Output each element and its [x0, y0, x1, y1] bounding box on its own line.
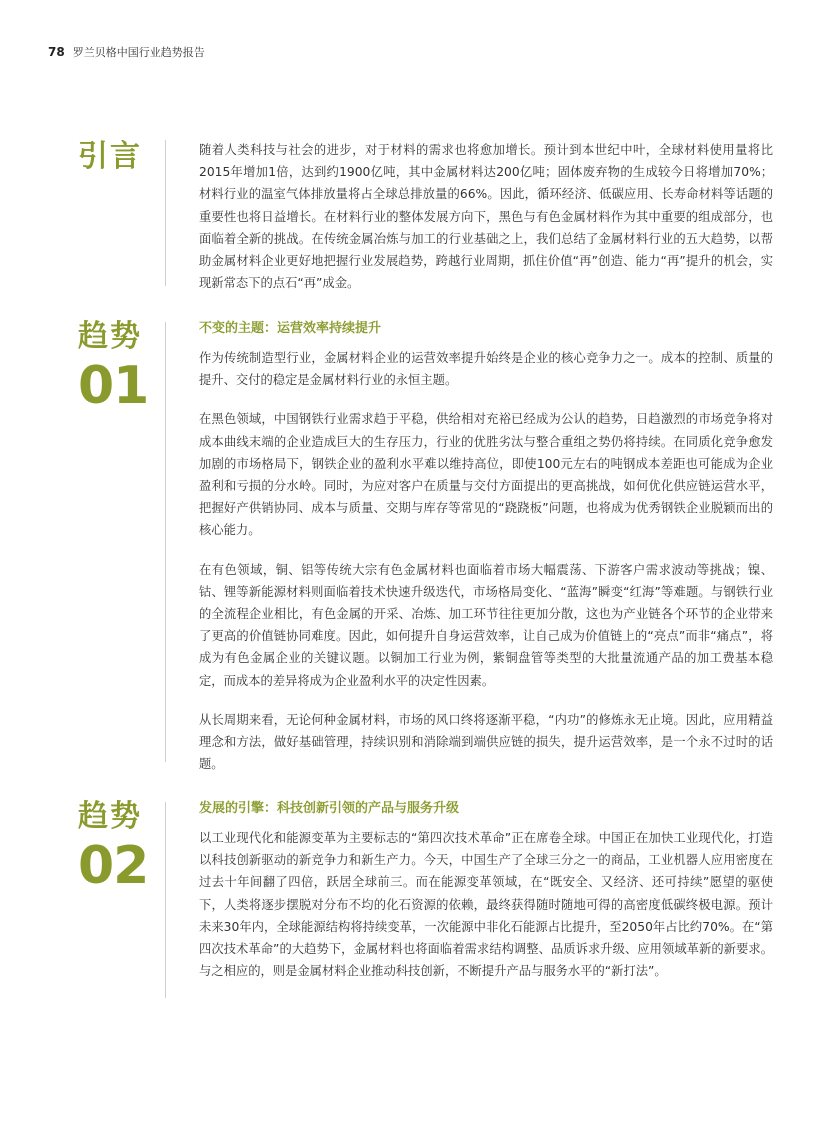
trend-01-body — [199, 319, 773, 792]
trend-01-paragraph-4: 从长周期来看，无论何种金属材料，市场的风口终将逐渐平稳，“内功”的修炼永无止境。因此，应用精益理念和方法，做好基础管理，持续识别和消除端到端供应链的损失，提升运营效率，是一个永不过时的话题。 — [199, 712, 773, 772]
trend-02-number: 02 — [78, 836, 149, 896]
page-number: 78 — [48, 45, 65, 59]
trend-01-number: 01 — [78, 356, 149, 416]
page-header — [48, 44, 205, 60]
trend-01-paragraph-2: 在黑色领域，中国钢铁行业需求趋于平稳，供给相对充裕已经成为公认的趋势，日趋激烈的市场竞争将对成本曲线末端的企业造成巨大的生存压力，行业的优胜劣汰与整合重组之势仍将持续。在同质化竞争愈发加剧的市场格局下，钢铁企业的盈利水平难以维持高位，即使100元左右的吨钢成本差距也可能成为企业盈利和亏损的分水岭。同时，为应对客户在质量与交付方面提出的更高挑战，如何优化供应链运营水平，把握好产供销协同、成本与质量、交期与库存等常见的“跷跷板”问题，也将成为优秀钢铁企业脱颖而出的核心能力。 — [199, 412, 773, 538]
intro-paragraph: 随着人类科技与社会的进步，对于材料的需求也将愈加增长。预计到本世纪中叶，全球材料使用量将比2015年增加1倍，达到约1900亿吨，其中金属材料达200亿吨；固体废弃物的生成较今日将增加70%；材料行业的温室气体排放量将占全球总排放量的66%。因此，循环经济、低碳应用、长寿命材料等话题的重要性也将日益增长。在材料行业的整体发展方向下，黑色与有色金属材料作为其中重要的组成部分，也面临着全新的挑战。在传统金属冶炼与加工的行业基础之上，我们总结了金属材料行业的五大趋势，以帮助金属材料企业更好地把握行业发展趋势，跨越行业周期，抓住价值“再”创造、能力“再”提升的机会，实现新常态下的点石“再”成金。 — [199, 143, 773, 291]
trend-01-label: 趋势 — [78, 319, 142, 354]
trend-01-paragraph-1: 作为传统制造型行业，金属材料企业的运营效率提升始终是企业的核心竞争力之一。成本的控制、质量的提升、交付的稳定是金属材料行业的永恒主题。 — [199, 351, 773, 388]
trend-02-body — [199, 799, 773, 999]
intro-divider — [165, 140, 166, 286]
intro-title-text: 引言 — [78, 139, 142, 174]
report-title: 罗兰贝格中国行业趋势报告 — [72, 46, 205, 59]
trend-02-paragraph-1: 以工业现代化和能源变革为主要标志的“第四次技术革命”正在席卷全球。中国正在加快工业现代化，打造以科技创新驱动的新竞争力和新生产力。今天，中国生产了全球三分之一的商品，工业机器人应用密度在过去十年间翻了四倍，跃居全球前三。而在能源变革领域，在“既安全、又经济、还可持续”愿望的驱使下，人类将逐步摆脱对分布不均的化石资源的依赖，最终获得随时随地可得的高密度低碳终极电源。预计未来30年内，全球能源结构将持续变革，一次能源中非化石能源占比提升，至2050年占比约70%。在“第四次技术革命”的大趋势下，金属材料也将面临着需求结构调整、品质诉求升级、应用领域革新的新要求。与之相应的，则是金属材料企业推动科技创新，不断提升产品与服务水平的“新打法”。 — [199, 831, 773, 979]
trend-02-heading: 发展的引擎：科技创新引领的产品与服务升级 — [199, 801, 460, 816]
intro-body — [199, 139, 773, 311]
intro-title — [78, 140, 142, 174]
trend-01-divider — [165, 322, 166, 762]
trend-02-divider — [165, 802, 166, 998]
trend-02-title — [78, 800, 148, 894]
trend-01-heading: 不变的主题：运营效率持续提升 — [199, 321, 382, 336]
trend-01-title — [78, 320, 148, 414]
trend-01-paragraph-3: 在有色领域，铜、铝等传统大宗有色金属材料也面临着市场大幅震荡、下游客户需求波动等挑战；镍、钴、锂等新能源材料则面临着技术快速升级迭代，市场格局变化、“蓝海”瞬变“红海”等难题。与钢铁行业的全流程企业相比，有色金属的开采、冶炼、加工环节往往更加分散，这也为产业链各个环节的企业带来了更高的价值链协同难度。因此，如何提升自身运营效率，让自己成为价值链上的“亮点”而非“痛点”，将成为有色金属企业的关键议题。以铜加工行业为例，紫铜盘管等类型的大批量流通产品的加工费基本稳定，而成本的差异将成为企业盈利水平的决定性因素。 — [199, 562, 773, 688]
trend-02-label: 趋势 — [78, 799, 142, 834]
